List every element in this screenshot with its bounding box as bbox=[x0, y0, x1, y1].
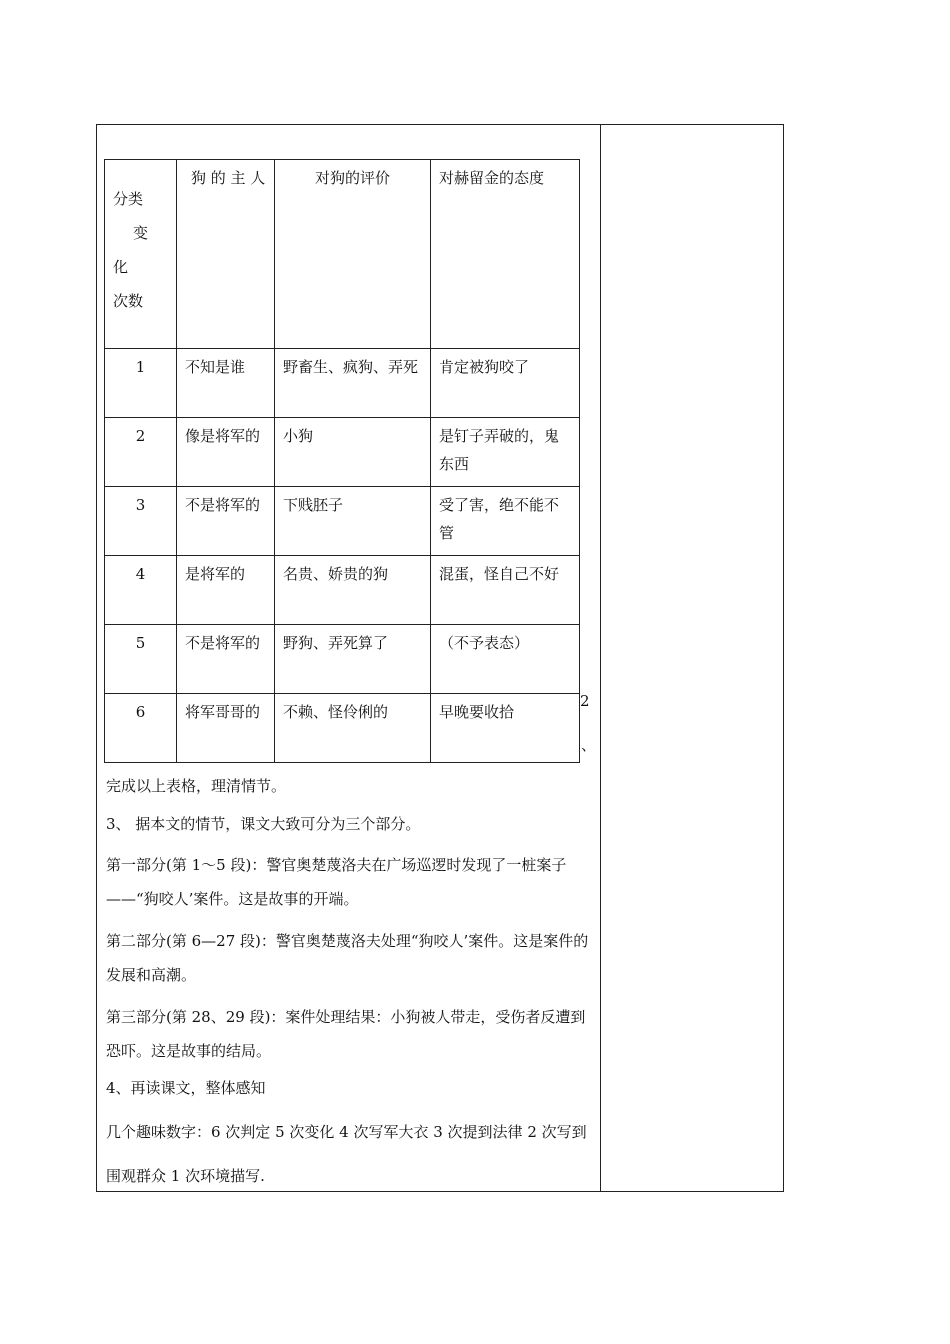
row-dog-eval: 野畜生、疯狗、弄死 bbox=[275, 349, 431, 418]
row-number: 6 bbox=[105, 694, 177, 763]
table-row bbox=[105, 625, 580, 694]
header-category bbox=[105, 160, 177, 349]
paragraph-part-three: 第三部分(第 28、29 段)：案件处理结果：小狗被人带走，受伤者反遭到恐吓。这是故事的结局。 bbox=[106, 1008, 586, 1060]
row-number: 4 bbox=[105, 556, 177, 625]
row-owner: 不是将军的 bbox=[177, 487, 275, 556]
row-owner: 不知是谁 bbox=[177, 349, 275, 418]
row-number: 2 bbox=[105, 418, 177, 487]
row-attitude: 早晚要收拾 bbox=[431, 694, 580, 763]
table-row bbox=[105, 487, 580, 556]
row-dog-eval: 小狗 bbox=[275, 418, 431, 487]
header-owner: 狗 的 主 人 bbox=[177, 160, 275, 349]
stray-comma: 、 bbox=[581, 736, 597, 754]
header-category-line: 化 bbox=[113, 258, 129, 276]
table-header-row bbox=[105, 160, 580, 349]
plot-table bbox=[104, 159, 580, 763]
paragraph-structure: 3、 据本文的情节，课文大致可分为三个部分。 bbox=[106, 815, 421, 833]
stray-number: 2 bbox=[580, 692, 590, 710]
column-divider bbox=[600, 124, 601, 1192]
header-category-line: 次数 bbox=[113, 292, 144, 310]
paragraph-complete-table: 完成以上表格，理清情节。 bbox=[106, 777, 287, 795]
row-owner: 是将军的 bbox=[177, 556, 275, 625]
row-attitude: 是钉子弄破的，鬼东西 bbox=[431, 418, 580, 487]
table-row bbox=[105, 556, 580, 625]
row-attitude: （不予表态） bbox=[431, 625, 580, 694]
table-row bbox=[105, 349, 580, 418]
row-dog-eval: 名贵、娇贵的狗 bbox=[275, 556, 431, 625]
row-number: 3 bbox=[105, 487, 177, 556]
row-attitude: 受了害，绝不能不管 bbox=[431, 487, 580, 556]
paragraph-read-again: 4、再读课文，整体感知 bbox=[106, 1079, 266, 1097]
row-dog-eval: 不赖、怪伶俐的 bbox=[275, 694, 431, 763]
paragraph-fun-numbers: 几个趣味数字：6 次判定 5 次变化 4 次写军大衣 3 次提到法律 2 次写到围观群众 1 次环境描写. bbox=[106, 1123, 587, 1185]
header-attitude: 对赫留金的态度 bbox=[431, 160, 580, 349]
row-attitude: 混蛋，怪自己不好 bbox=[431, 556, 580, 625]
paragraph-part-two: 第二部分(第 6—27 段)：警官奥楚蔑洛夫处理“狗咬人’案件。这是案件的发展和高潮。 bbox=[106, 932, 589, 984]
row-owner: 像是将军的 bbox=[177, 418, 275, 487]
row-number: 1 bbox=[105, 349, 177, 418]
table-row bbox=[105, 694, 580, 763]
row-owner: 将军哥哥的 bbox=[177, 694, 275, 763]
table-row bbox=[105, 418, 580, 487]
paragraph-part-one: 第一部分(第 1～5 段)：警官奥楚蔑洛夫在广场巡逻时发现了一桩案子——“狗咬人’案件。这是故事的开端。 bbox=[106, 856, 567, 908]
row-owner: 不是将军的 bbox=[177, 625, 275, 694]
row-dog-eval: 下贱胚子 bbox=[275, 487, 431, 556]
header-dog-eval: 对狗的评价 bbox=[275, 160, 431, 349]
header-category-line: 变 bbox=[133, 224, 149, 242]
header-category-line: 分类 bbox=[113, 190, 144, 208]
row-attitude: 肯定被狗咬了 bbox=[431, 349, 580, 418]
row-dog-eval: 野狗、弄死算了 bbox=[275, 625, 431, 694]
row-number: 5 bbox=[105, 625, 177, 694]
